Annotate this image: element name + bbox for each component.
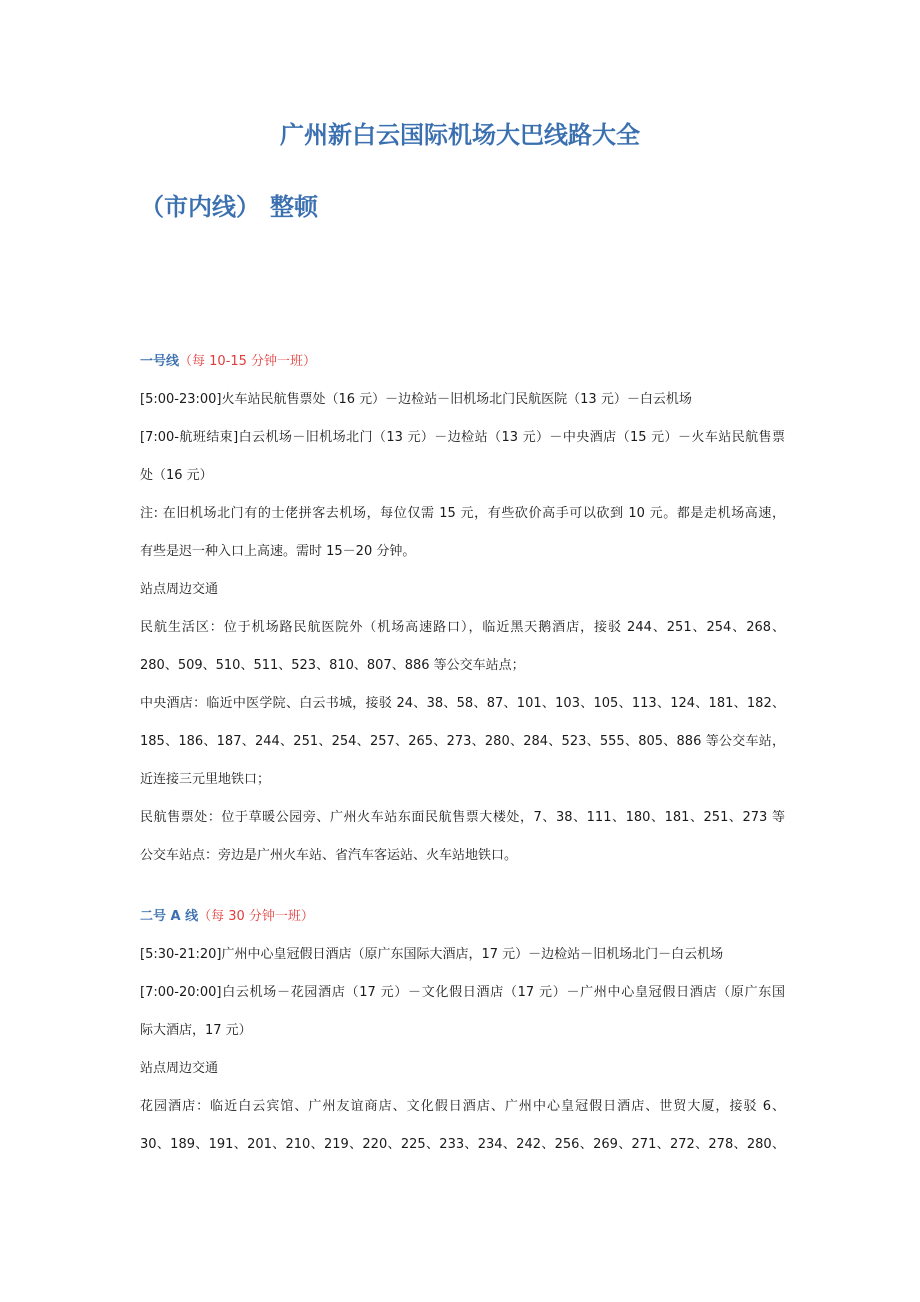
subtitle-main: （市内线） [140,193,260,221]
section-line-1 [140,343,785,875]
note-paragraph-cont: 有些是迟一种入口上高速。需时 15－20 分钟。 [140,544,416,559]
document-subtitle [140,190,318,224]
stop-info-cont: 280、509、510、511、523、810、807、886 等公交车站点； [140,658,525,673]
route-line: [7:00-航班结束]白云机场－旧机场北门（13 元）－边检站（13 元）－中央酒店（15 元）－火车站民航售票 [140,430,785,445]
route-line: [5:00-23:00]火车站民航售票处（16 元）－边检站－旧机场北门民航医院（13 元）－白云机场 [140,392,692,407]
note-paragraph: 注: 在旧机场北门有的士佬拼客去机场，每位仅需 15 元，有些砍价高手可以砍到 10 元。都是走机场高速， [140,506,785,521]
stop-info-cont: 公交车站点：旁边是广州火车站、省汽车客运站、火车站地铁口。 [140,848,518,863]
stop-info-cont: 30、189、191、201、210、219、220、225、233、234、242、256、269、271、272、278、280、 [140,1137,785,1152]
stop-info-cont: 185、186、187、244、251、254、257、265、273、280、284、523、555、805、886 等公交车站， [140,734,785,749]
stop-info: 民航生活区：位于机场路民航医院外（机场高速路口），临近黑天鹅酒店，接驳 244、251、254、268、 [140,620,785,635]
section-name: 二号 A 线 [140,909,199,924]
route-line: [7:00-20:00]白云机场－花园酒店（17 元）－文化假日酒店（17 元）－广州中心皇冠假日酒店（原广东国 [140,985,785,1000]
section-heading [140,343,785,381]
section-line-2a [140,898,785,1164]
subheading-nearby-transport: 站点周边交通 [140,1061,219,1076]
section-name: 一号线 [140,354,180,369]
route-line-cont: 际大酒店，17 元） [140,1023,252,1038]
stop-info: 民航售票处：位于草暖公园旁、广州火车站东面民航售票大楼处，7、38、111、180、181、251、273 等 [140,810,785,825]
route-line-cont: 处（16 元） [140,468,213,483]
section-frequency: （每 10-15 分钟一班） [179,354,317,369]
stop-info-cont: 近连接三元里地铁口； [140,772,271,787]
subheading-nearby-transport: 站点周边交通 [140,582,219,597]
route-line: [5:30-21:20]广州中心皇冠假日酒店（原广东国际大酒店，17 元）－边检站－旧机场北门－白云机场 [140,947,724,962]
section-heading [140,898,785,936]
document-title: 广州新白云国际机场大巴线路大全 [280,121,640,149]
stop-info: 花园酒店：临近白云宾馆、广州友谊商店、文化假日酒店、广州中心皇冠假日酒店、世贸大厦，接驳 6、 [140,1099,785,1114]
section-frequency: （每 30 分钟一班） [198,909,314,924]
stop-info: 中央酒店：临近中医学院、白云书城，接驳 24、38、58、87、101、103、105、113、124、181、182、 [140,696,785,711]
subtitle-tail: 整顿 [270,193,318,221]
